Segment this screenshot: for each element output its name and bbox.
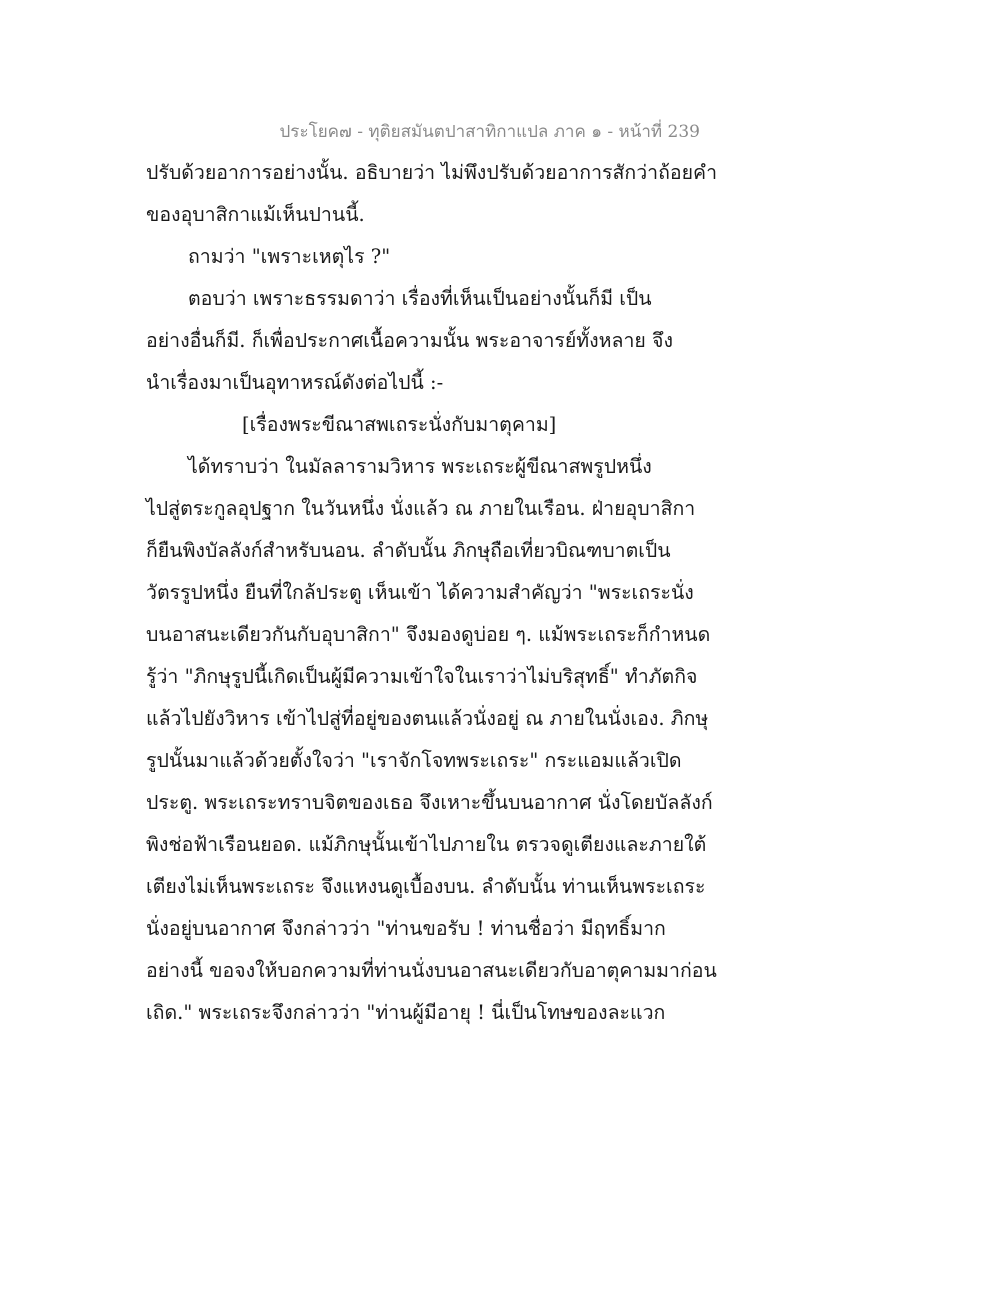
text-line: เตียงไม่เห็นพระเถระ จึงแหงนดูเบื้องบน. ลำดับนั้น ท่านเห็นพระเถระ	[146, 875, 706, 898]
text-line: รูปนั้นมาแล้วด้วยตั้งใจว่า "เราจักโจทพระเถระ" กระแอมแล้วเปิด	[146, 749, 682, 772]
text-line: ประตู. พระเถระทราบจิตของเธอ จึงเหาะขึ้นบนอากาศ นั่งโดยบัลลังก์	[146, 791, 713, 814]
text-line: รู้ว่า "ภิกษุรูปนี้เกิดเป็นผู้มีความเข้าใจในเราว่าไม่บริสุทธิ์" ทำภัตกิจ	[146, 665, 698, 688]
text-line: อย่างนี้ ขอจงให้บอกความที่ท่านนั่งบนอาสนะเดียวกับอาตุคามมาก่อน	[146, 959, 717, 982]
running-header: ประโยค๗ - ทุติยสมันตปาสาทิกาแปล ภาค ๑ - หน้าที่ 239	[279, 122, 700, 142]
text-line: ไปสู่ตระกูลอุปฐาก ในวันหนึ่ง นั่งแล้ว ณ ภายในเรือน. ฝ่ายอุบาสิกา	[146, 497, 696, 520]
text-line: ตอบว่า เพราะธรรมดาว่า เรื่องที่เห็นเป็นอย่างนั้นก็มี เป็น	[188, 287, 652, 310]
text-line: ปรับด้วยอาการอย่างนั้น. อธิบายว่า ไม่พึงปรับด้วยอาการสักว่าถ้อยคำ	[146, 161, 718, 184]
text-line: ได้ทราบว่า ในมัลลารามวิหาร พระเถระผู้ขีณาสพรูปหนึ่ง	[188, 455, 652, 478]
text-line: ของอุบาสิกาแม้เห็นปานนี้.	[146, 203, 365, 226]
text-line: นำเรื่องมาเป็นอุทาหรณ์ดังต่อไปนี้ :-	[146, 371, 444, 394]
text-line: พิงช่อฟ้าเรือนยอด. แม้ภิกษุนั้นเข้าไปภายใน ตรวจดูเตียงและภายใต้	[146, 833, 707, 856]
text-line: อย่างอื่นก็มี. ก็เพื่อประกาศเนื้อความนั้น พระอาจารย์ทั้งหลาย จึง	[146, 329, 674, 352]
body-text	[146, 152, 766, 1034]
section-heading: [เรื่องพระขีณาสพเถระนั่งกับมาตุคาม]	[242, 413, 557, 436]
text-line: แล้วไปยังวิหาร เข้าไปสู่ที่อยู่ของตนแล้วนั่งอยู่ ณ ภายในนั่งเอง. ภิกษุ	[146, 707, 709, 730]
text-line: วัตรรูปหนึ่ง ยืนที่ใกล้ประตู เห็นเข้า ได้ความสำคัญว่า "พระเถระนั่ง	[146, 581, 694, 604]
text-line: ก็ยืนพิงบัลลังก์สำหรับนอน. ลำดับนั้น ภิกษุถือเที่ยวบิณฑบาตเป็น	[146, 539, 671, 562]
text-line: ถามว่า "เพราะเหตุไร ?"	[188, 245, 391, 268]
text-line: เถิด." พระเถระจึงกล่าวว่า "ท่านผู้มีอายุ ! นี่เป็นโทษของละแวก	[146, 1001, 666, 1024]
text-line: บนอาสนะเดียวกันกับอุบาสิกา" จึงมองดูบ่อย ๆ. แม้พระเถระก็กำหนด	[146, 623, 711, 646]
text-line: นั่งอยู่บนอากาศ จึงกล่าวว่า "ท่านขอรับ ! ท่านชื่อว่า มีฤทธิ์มาก	[146, 917, 666, 940]
